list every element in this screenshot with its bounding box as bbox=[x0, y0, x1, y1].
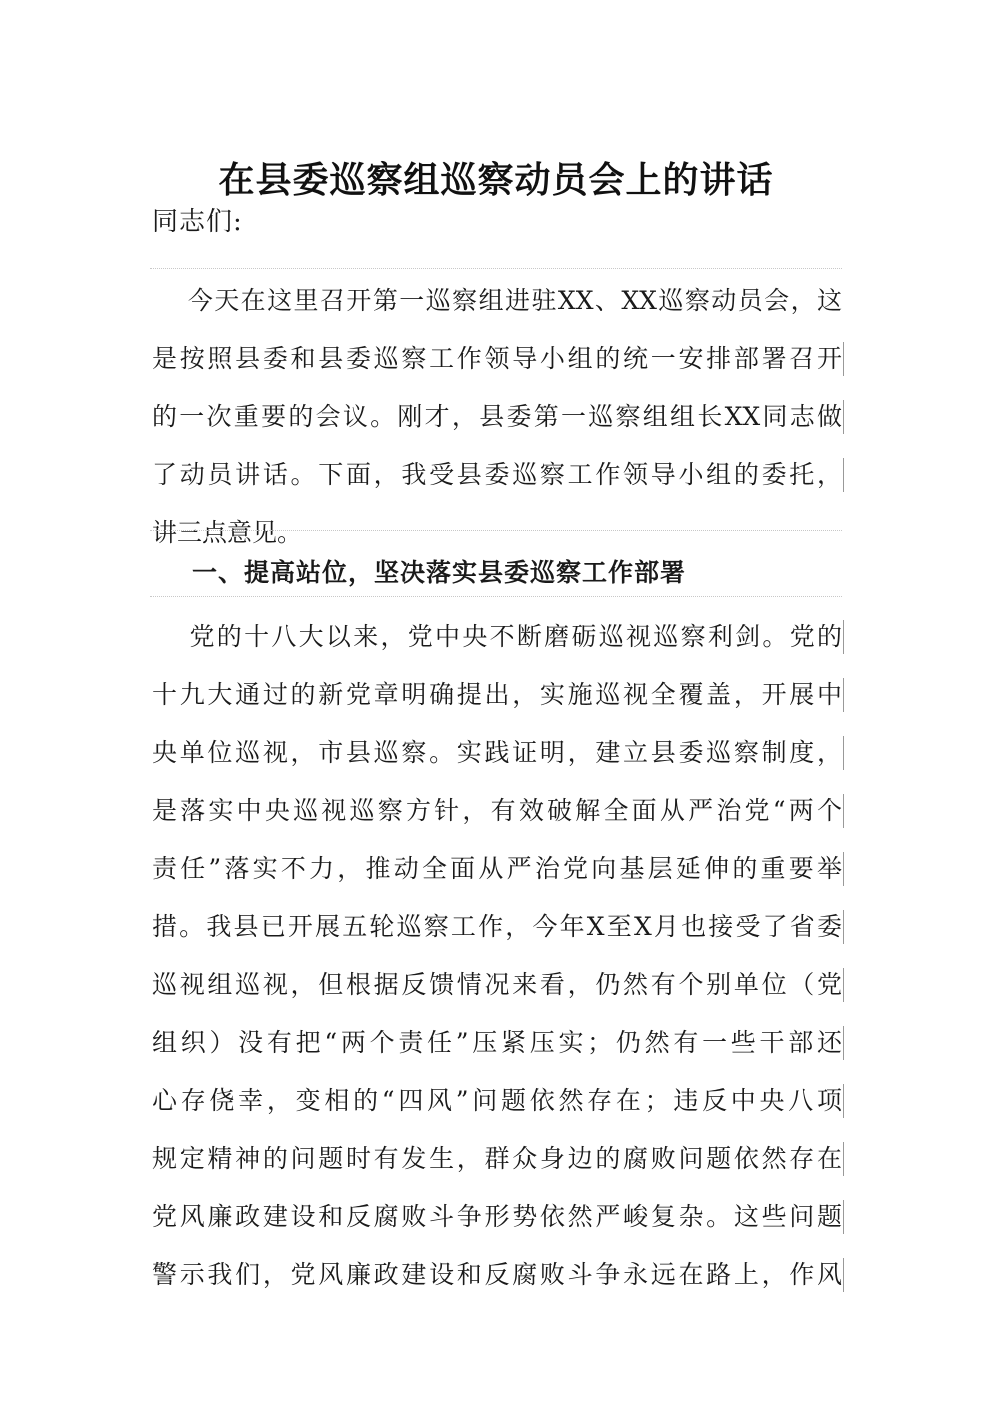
paragraph-1 bbox=[152, 272, 842, 562]
text-line: 巡视组巡视，但根据反馈情况来看，仍然有个别单位（党 bbox=[152, 956, 842, 1014]
section-heading: 一、提高站位，坚决落实县委巡察工作部署 bbox=[192, 558, 687, 587]
text-line: 是按照县委和县委巡察工作领导小组的统一安排部署召开 bbox=[152, 330, 842, 388]
text-line: 讲三点意见。 bbox=[152, 518, 303, 547]
text-line: 党风廉政建设和反腐败斗争形势依然严峻复杂。这些问题 bbox=[152, 1188, 842, 1246]
text-line: 措。我县已开展五轮巡察工作，今年X至X月也接受了省委 bbox=[152, 898, 842, 956]
divider bbox=[150, 596, 842, 597]
text-line: 警示我们，党风廉政建设和反腐败斗争永远在路上，作风 bbox=[152, 1246, 842, 1304]
text-line: 十九大通过的新党章明确提出，实施巡视全覆盖，开展中 bbox=[152, 666, 842, 724]
paragraph-2 bbox=[152, 608, 842, 1304]
salutation: 同志们: bbox=[152, 207, 243, 237]
text-line: 组织）没有把“两个责任”压紧压实；仍然有一些干部还 bbox=[152, 1014, 842, 1072]
text-line: 心存侥幸，变相的“四风”问题依然存在；违反中央八项 bbox=[152, 1072, 842, 1130]
document-title: 在县委巡察组巡察动员会上的讲话 bbox=[218, 159, 774, 201]
divider bbox=[150, 530, 842, 531]
text-line: 是落实中央巡视巡察方针，有效破解全面从严治党“两个 bbox=[152, 782, 842, 840]
text-line: 规定精神的问题时有发生，群众身边的腐败问题依然存在 bbox=[152, 1130, 842, 1188]
text-line: 责任”落实不力，推动全面从严治党向基层延伸的重要举 bbox=[152, 840, 842, 898]
text-line: 今天在这里召开第一巡察组进驻XX、XX巡察动员会，这 bbox=[152, 286, 842, 315]
text-line: 的一次重要的会议。刚才，县委第一巡察组组长XX同志做 bbox=[152, 388, 842, 446]
divider bbox=[150, 268, 842, 269]
text-line: 央单位巡视，市县巡察。实践证明，建立县委巡察制度， bbox=[152, 724, 842, 782]
text-line: 党的十八大以来，党中央不断磨砺巡视巡察利剑。党的 bbox=[152, 608, 842, 666]
text-line: 了动员讲话。下面，我受县委巡察工作领导小组的委托， bbox=[152, 446, 842, 504]
